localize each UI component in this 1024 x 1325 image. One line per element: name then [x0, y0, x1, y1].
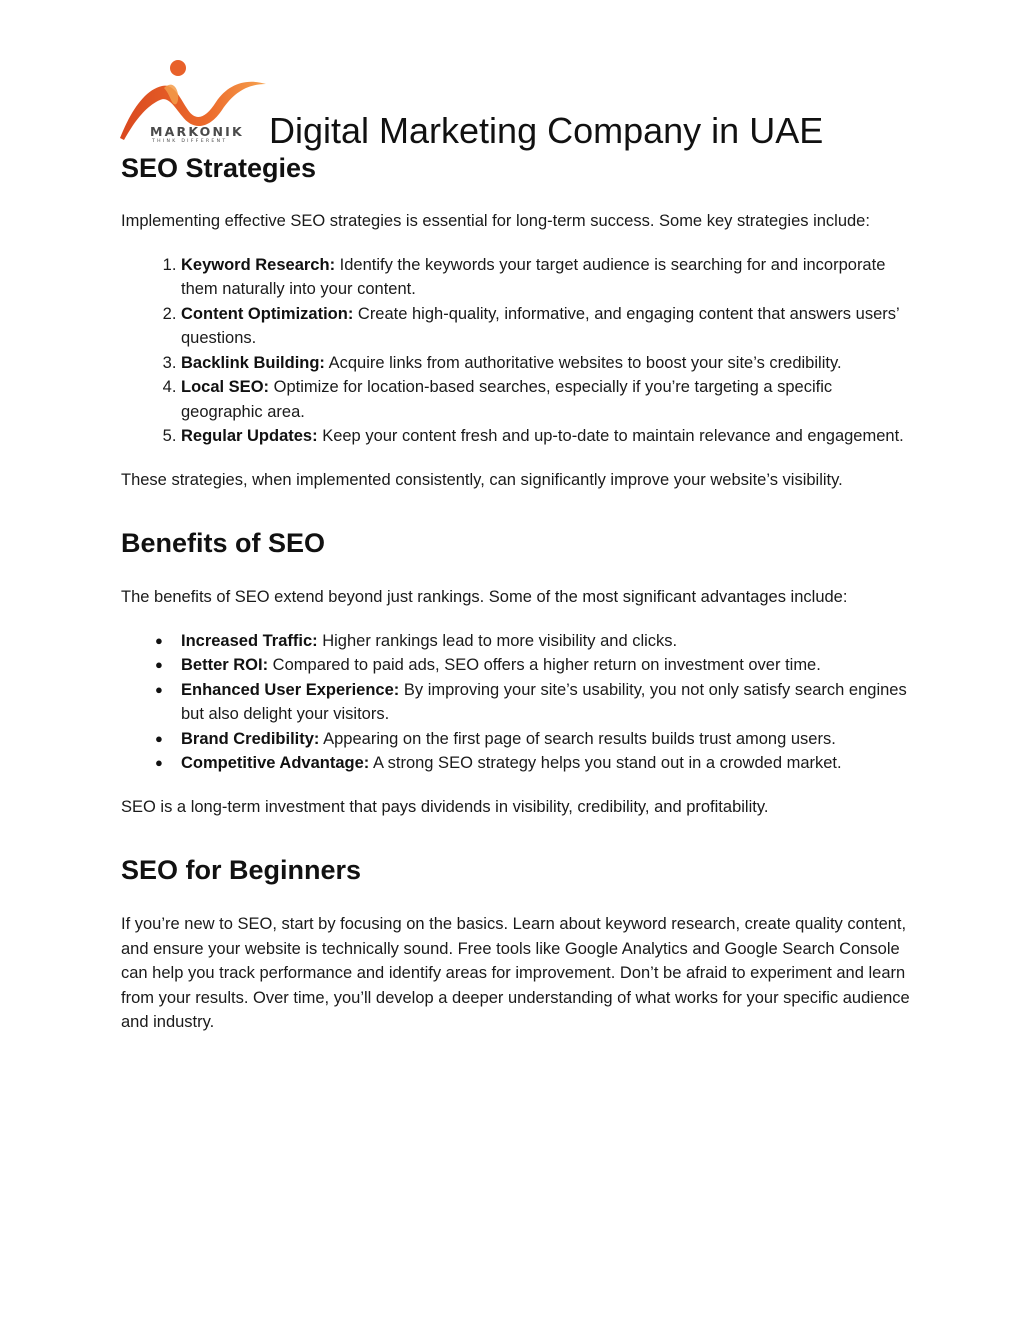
list-item	[181, 629, 911, 654]
list-item	[181, 678, 911, 727]
section-heading-benefits-of-seo: Benefits of SEO	[121, 528, 326, 558]
seo-strategies-list	[121, 253, 911, 449]
logo-brand-text: MARKONIK	[150, 124, 244, 139]
list-item-text: Optimize for location-based searches, especially if you’re targeting a specific geographic area.	[181, 378, 833, 421]
list-item-text: Keep your content fresh and up-to-date to maintain relevance and engagement.	[317, 427, 904, 445]
list-item-term: Better ROI:	[181, 656, 269, 674]
list-item	[181, 653, 911, 678]
list-item	[181, 375, 911, 424]
company-title: Digital Marketing Company in UAE	[269, 110, 824, 151]
list-item-term: Competitive Advantage:	[181, 754, 370, 772]
list-item	[181, 302, 911, 351]
list-item-term: Keyword Research:	[181, 255, 336, 274]
logo-tagline-text: THINK DIFFERENT	[152, 139, 228, 144]
list-item	[181, 751, 911, 776]
section-intro-paragraph: Implementing effective SEO strategies is essential for long-term success. Some key strategies include:	[121, 212, 870, 230]
section-heading-seo-strategies: SEO Strategies	[121, 153, 317, 183]
list-item-text: Create high-quality, informative, and engaging content that answers users’ questions.	[181, 304, 900, 347]
list-item-term: Local SEO:	[181, 378, 270, 396]
list-item-text: Identify the keywords your target audience is searching for and incorporate them naturally into your content.	[181, 255, 886, 298]
section-body-paragraph: If you’re new to SEO, start by focusing on the basics. Learn about keyword research, create quality content, and ensure your website is technically sound. Free tools like Google Analytics and Google Search Console can help you track performance and identify areas for improvement. Don’t be afraid to experiment and learn from your results. Over time, you’ll develop a deeper understanding of what works for your specific audience and industry.	[121, 915, 910, 1031]
list-item-term: Regular Updates:	[181, 427, 318, 445]
section-closing-paragraph: SEO is a long-term investment that pays dividends in visibility, credibility, and profitability.	[121, 797, 769, 816]
section-heading-seo-for-beginners: SEO for Beginners	[121, 855, 362, 885]
section-intro-paragraph: The benefits of SEO extend beyond just rankings. Some of the most significant advantages include:	[121, 588, 848, 606]
list-item-term: Content Optimization:	[181, 304, 354, 323]
list-item	[181, 727, 911, 752]
list-item	[181, 424, 911, 449]
list-item-text: Appearing on the first page of search results builds trust among users.	[319, 729, 836, 748]
list-item-text: A strong SEO strategy helps you stand out in a crowded market.	[369, 754, 842, 772]
list-item-term: Brand Credibility:	[181, 729, 320, 748]
list-item	[181, 253, 911, 302]
list-item-text: Acquire links from authoritative websites to boost your site’s credibility.	[324, 353, 842, 372]
seo-benefits-list	[121, 629, 911, 776]
list-item-term: Increased Traffic:	[181, 631, 318, 650]
section-closing-paragraph: These strategies, when implemented consistently, can significantly improve your website’s visibility.	[121, 470, 843, 489]
list-item-term: Enhanced User Experience:	[181, 680, 400, 699]
markonik-logo	[118, 58, 270, 150]
list-item-text: Compared to paid ads, SEO offers a higher return on investment over time.	[268, 656, 821, 674]
list-item-text: Higher rankings lead to more visibility and clicks.	[317, 631, 678, 650]
list-item	[181, 351, 911, 376]
list-item-term: Backlink Building:	[181, 353, 325, 372]
list-item-text: By improving your site’s usability, you not only satisfy search engines but also delight your visitors.	[181, 680, 907, 723]
document-body	[121, 151, 911, 1035]
